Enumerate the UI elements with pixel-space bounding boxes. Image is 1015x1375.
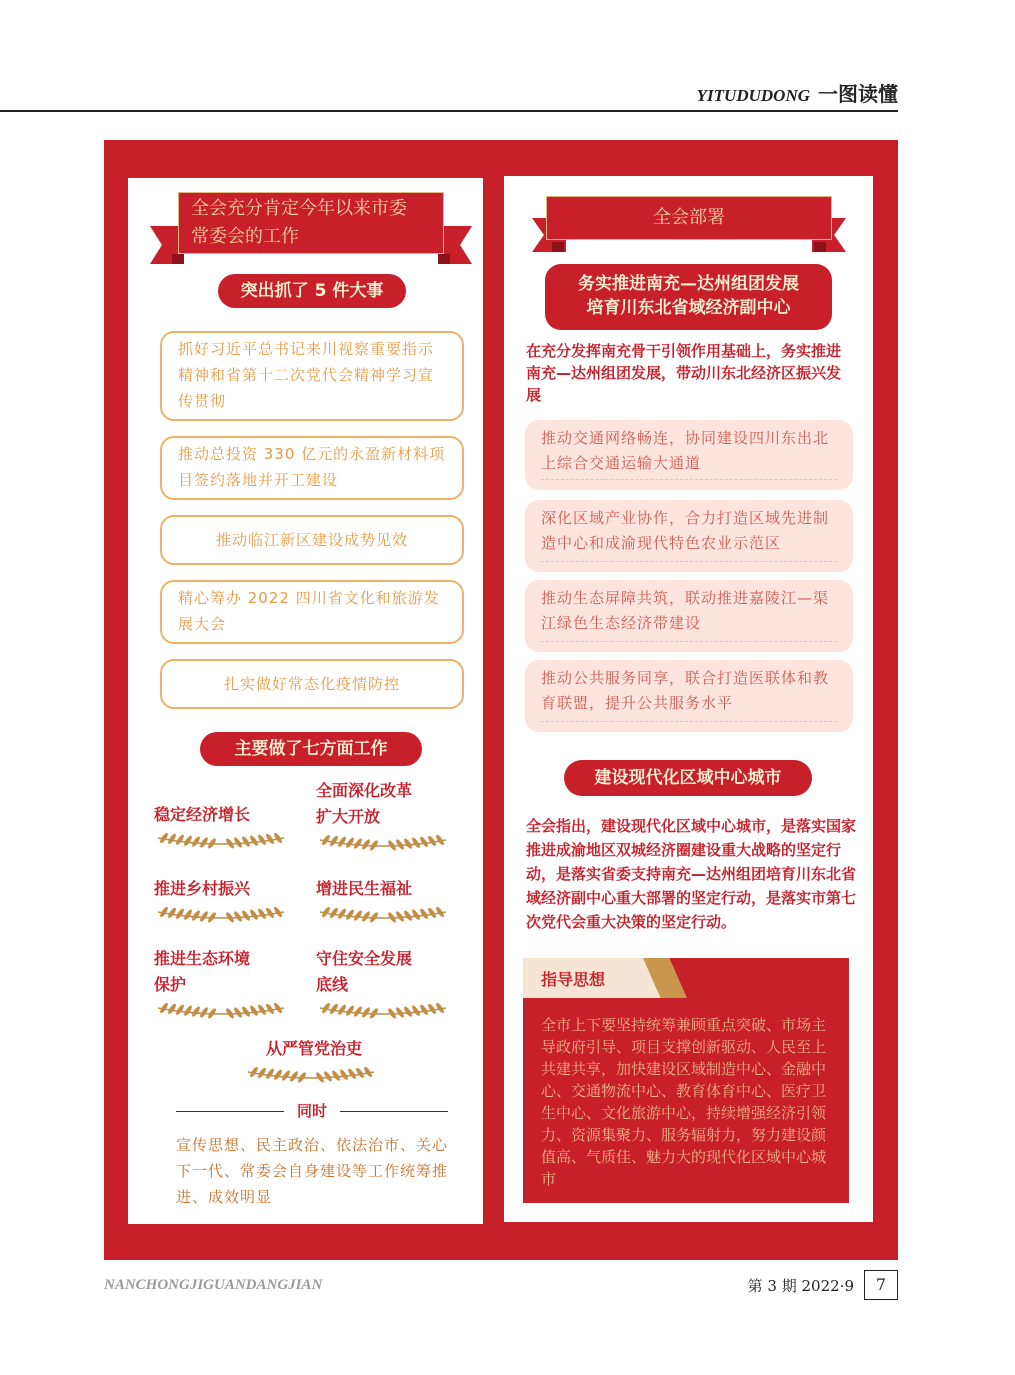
- box-ecology-text: 推动生态屏障共筑，联动推进嘉陵江—渠江绿色生态经济带建设: [541, 589, 830, 632]
- laurel-icon: [154, 1000, 288, 1020]
- work-1: [154, 802, 294, 850]
- meanwhile-text: 宣传思想、民主政治、依法治市、关心下一代、常委会自身建设等工作统筹推进、成效明显: [176, 1136, 449, 1206]
- work-5: [154, 946, 294, 1020]
- work-7: [244, 1036, 384, 1084]
- left-ribbon: [150, 192, 472, 264]
- page-header: [0, 78, 898, 112]
- box-industry-text: 深化区域产业协作，合力打造区域先进制造中心和成渝现代特色农业示范区: [541, 509, 830, 552]
- laurel-icon: [244, 1064, 378, 1084]
- work-7-label: 从严管党治吏: [265, 1039, 362, 1058]
- right-ribbon-label: 全会部署: [546, 196, 832, 240]
- box-public-service-text: 推动公共服务同享，联合打造医联体和教育联盟，提升公共服务水平: [541, 669, 830, 712]
- box-transport: [525, 420, 853, 490]
- left-column: [128, 178, 483, 1224]
- item-box-2: 推动总投资 330 亿元的永盈新材料项目签约落地并开工建设: [160, 436, 464, 500]
- divider-label: 同时: [296, 1102, 327, 1120]
- work-3-label: 推进乡村振兴: [154, 879, 251, 898]
- pill-line1: 务实推进南充—达州组团发展: [578, 274, 799, 294]
- work-4-label: 增进民生福祉: [316, 879, 413, 898]
- pill-five-events: 突出抓了 5 件大事: [218, 274, 406, 308]
- guiding-thought-body: 全市上下要坚持统筹兼顾重点突破、市场主导政府引导、项目支撑创新驱动、人民至上共建共享，加快建设区域制造中心、金融中心、交通物流中心、教育体育中心、医疗卫生中心、文化旅游中心，持续增强经济引领力、资源集聚力、服务辐射力，努力建设颜值高、气质佳、魅力大的现代化区域中心城市: [541, 1016, 827, 1188]
- box-transport-text: 推动交通网络畅连，协同建设四川东出北上综合交通运输大通道: [541, 429, 830, 472]
- pill-regional-center: 建设现代化区域中心城市: [564, 760, 812, 796]
- page-footer: [104, 1270, 898, 1302]
- divider-meanwhile: [176, 1100, 448, 1122]
- work-2-label: 全面深化改革扩大开放: [316, 781, 413, 826]
- pill-group-development: [545, 264, 832, 330]
- item-box-3: 推动临江新区建设成势见效: [160, 515, 464, 565]
- page-number: 7: [864, 1270, 898, 1300]
- work-4: [316, 876, 456, 924]
- main-panel: [104, 140, 898, 1260]
- work-1-label: 稳定经济增长: [154, 805, 251, 824]
- brand-latin: YITUDUDONG: [696, 86, 810, 105]
- box-industry: [525, 500, 853, 572]
- laurel-icon: [154, 904, 288, 924]
- left-ribbon-line1: 全会充分肯定今年以来市委: [191, 198, 407, 219]
- laurel-icon: [316, 904, 450, 924]
- laurel-icon: [316, 832, 450, 852]
- item-box-1: 抓好习近平总书记来川视察重要指示精神和省第十二次党代会精神学习宣传贯彻: [160, 331, 464, 421]
- right-ribbon: [532, 196, 846, 252]
- work-2: [316, 778, 456, 852]
- guiding-thought-title: 指导思想: [541, 970, 606, 989]
- brand-cn: 一图读懂: [818, 82, 898, 106]
- work-6: [316, 946, 456, 1020]
- left-ribbon-line2: 常委会的工作: [191, 226, 299, 247]
- magazine-name: NANCHONGJIGUANDANGJIAN: [104, 1277, 323, 1293]
- item-box-5: 扎实做好常态化疫情防控: [160, 659, 464, 709]
- work-6-label: 守住安全发展底线: [316, 949, 413, 994]
- box-ecology: [525, 580, 853, 652]
- box-public-service: [525, 660, 853, 732]
- pill-seven-works: 主要做了七方面工作: [200, 732, 422, 766]
- issue-info: 第 3 期 2022·9: [747, 1277, 854, 1295]
- work-3: [154, 876, 294, 924]
- intro-text: 在充分发挥南充骨干引领作用基础上，务实推进南充—达州组团发展，带动川东北经济区振兴发展: [526, 342, 842, 404]
- work-5-label: 推进生态环境保护: [154, 949, 251, 994]
- laurel-icon: [316, 1000, 450, 1020]
- guiding-thought-box: [523, 958, 849, 1203]
- item-box-4: 精心筹办 2022 四川省文化和旅游发展大会: [160, 580, 464, 644]
- laurel-icon: [154, 830, 288, 850]
- center-city-paragraph: 全会指出，建设现代化区域中心城市，是落实国家推进成渝地区双城经济圈建设重大战略的坚定行动，是落实省委支持南充—达州组团培育川东北省域经济副中心重大部署的坚定行动，是落实市第七次党代会重大决策的坚定行动。: [526, 817, 857, 931]
- brand: [697, 78, 898, 107]
- pill-line2: 培育川东北省域经济副中心: [586, 298, 791, 318]
- right-column: [504, 176, 873, 1222]
